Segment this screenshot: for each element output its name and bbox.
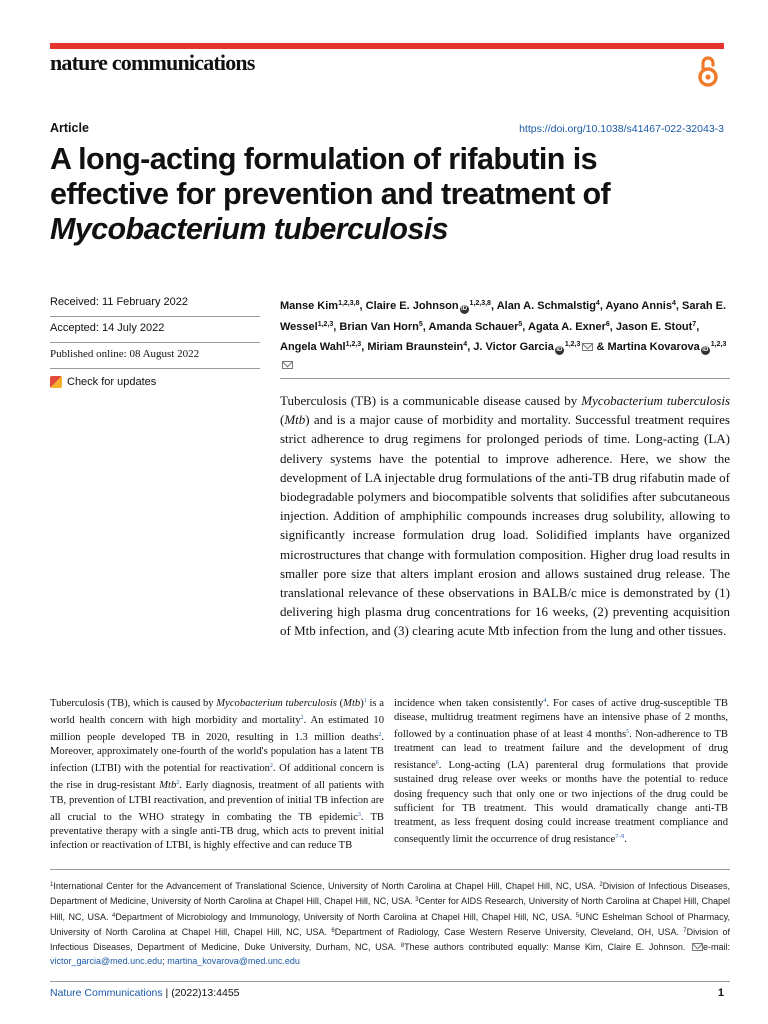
divider — [50, 342, 260, 343]
author-name: Agata A. Exner — [528, 320, 606, 333]
reference-sup: 6 — [435, 760, 439, 767]
article-title — [50, 142, 740, 247]
page-number: 1 — [717, 987, 724, 999]
check-updates-label: Check for updates — [67, 376, 157, 388]
text-run: . TB preventative therapy with a single anti-TB drug, which acts to prevent initial infection or reactivation of LTBI, is highly effective and can reduce TB — [50, 811, 384, 851]
author-affiliation-sup: 1,2,3 — [317, 320, 334, 328]
author-name: Martina Kovarova — [607, 341, 700, 353]
author-name: Amanda Schauer — [428, 320, 519, 333]
email-link[interactable]: martina_kovarova@med.unc.edu — [167, 956, 300, 967]
text-run: These authors contributed equally: Manse Kim, Claire E. Johnson. — [404, 942, 690, 953]
open-access-icon — [694, 54, 722, 88]
accepted-date: Accepted: 14 July 2022 — [50, 322, 165, 334]
abstract — [280, 391, 730, 641]
footer-volume: | (2022)13:4455 — [162, 987, 240, 999]
journal-name: nature communications — [50, 50, 255, 75]
text-run: Department of Microbiology and Immunology, University of North Carolina at Chapel Hill, Chapel Hill, NC, USA. — [115, 911, 576, 922]
text-run: . Of additional concern is the rise in drug-resistant — [50, 763, 384, 792]
reference-sup: 6 — [331, 927, 335, 934]
divider — [50, 316, 260, 317]
reference-sup: 1 — [50, 882, 54, 888]
text-run: . Early diagnosis, treatment of all patients with TB, prevention of LTBI reactivation, and prevention of initial TB infection are all crucial to the WHO strategy in combating the TB epidemic — [50, 780, 385, 823]
text-run: . For cases of active drug-susceptible TB disease, multidrug treatment regimens have an intensive phase of 2 months, followed by a continuation phase of at least 4 months — [394, 698, 728, 741]
footer-citation — [50, 987, 240, 999]
reference-sup: 2 — [269, 763, 273, 770]
text-run: . Moreover, approximately one-fourth of the world's population has a latent TB infection (LTBI) with the potential for reactivation — [50, 732, 384, 775]
reference-sup: 2 — [300, 715, 304, 722]
reference-sup: 4 — [112, 912, 116, 919]
text-run: Department of Radiology, Case Western Reserve University, Cleveland, OH, USA. — [334, 926, 684, 937]
text-run: is a world health concern with high morbidity and mortality — [50, 698, 384, 727]
email-label: e-mail: — [702, 942, 730, 953]
reference-sup: 5 — [626, 729, 630, 736]
body-column-1 — [50, 694, 384, 853]
abstract-text: ) and is a major cause of morbidity and mortality. Successful treatment requires strict adherence to drug regimens for prolonged periods of time. Long-acting (LA) delivery systems have the potential to improve adherence. Here, we show the development of LA injectable drug formulations of the anti-TB drug rifabutin made of biodegradable polymers and biocompatible solvents that solidifies after subcutaneous injection. Addition of amphiphilic compounds increases drug solubility, allowing to significantly increase formulation drug load. Solidified implants have organized microstructures that change with formulation composition. Higher drug load results in smaller pore size that alters implant erosion and allows sustained drug release. The translational relevance of these observations in BALB/c mice is demonstrated by (1) delivering high plasma drug concentrations for 16 weeks, (2) preventing acquisition of Mtb infection, and (3) clearing acute Mtb infection from the lung and other tissues. — [280, 412, 730, 639]
text-run: . — [624, 833, 627, 845]
reference-sup: 8 — [400, 943, 405, 950]
author-name: Ayano Annis — [605, 300, 672, 312]
text-run: Division of Infectious Diseases, Department of Medicine, Duke University, Durham, NC, USA. — [50, 926, 730, 953]
crossmark-icon — [50, 376, 62, 388]
reference-sup: 5 — [575, 912, 580, 919]
abstract-text-italic: Mycobacterium tuberculosis — [581, 393, 731, 408]
orcid-icon[interactable]: iD — [556, 347, 563, 353]
title-line-3: Mycobacterium tuberculosis — [50, 212, 448, 246]
author-affiliation-sup: 4 — [595, 300, 600, 307]
author-affiliation-sup: 5 — [418, 320, 423, 328]
abstract-text: Tuberculosis (TB) is a communicable disease caused by — [280, 393, 582, 408]
orcid-icon[interactable]: iD — [461, 306, 468, 312]
author-affiliation-sup: 4 — [463, 341, 468, 348]
author-name: Claire E. Johnson — [365, 300, 459, 312]
author-affiliation-sup: 1,2,3 — [564, 341, 581, 348]
email-icon[interactable] — [582, 343, 593, 351]
text-run: Tuberculosis (TB), which is caused by — [50, 698, 217, 709]
reference-sup: 1 — [363, 698, 367, 704]
article-type: Article — [50, 121, 89, 135]
title-line-1: A long-acting formulation of rifabutin is — [50, 142, 597, 176]
author-affiliation-sup: 7 — [692, 320, 697, 328]
divider — [280, 378, 730, 379]
body-column-2 — [394, 694, 728, 847]
author-name: J. Victor Garcia — [473, 341, 554, 353]
text-run: International Center for the Advancement of Translational Science, University of North Carolina at Chapel Hill, Chapel Hill, NC, USA. — [53, 881, 600, 891]
author-affiliation-sup: 6 — [605, 320, 610, 328]
email-icon — [692, 943, 703, 951]
author-name: Sarah E. Wessel — [280, 300, 727, 333]
email-link[interactable]: victor_garcia@med.unc.edu — [50, 956, 163, 967]
author-affiliation-sup: 1,2,3 — [710, 341, 727, 348]
italic-run: Mycobacterium tuberculosis — [216, 698, 337, 709]
reference-sup: 3 — [357, 811, 361, 818]
footer-journal[interactable]: Nature Communications — [50, 987, 163, 999]
author-name: Brian Van Horn — [339, 320, 419, 333]
text-run: incidence when taken consistently — [394, 698, 544, 709]
text-run: Center for AIDS Research, University of North Carolina at Chapel Hill, Chapel Hill, NC, USA. — [50, 896, 730, 922]
text-run: ; — [162, 956, 168, 967]
abstract-text-italic: Mtb — [284, 412, 306, 428]
divider — [50, 981, 730, 982]
divider — [50, 368, 260, 369]
published-date: Published online: 08 August 2022 — [50, 348, 200, 360]
reference-sup: 3 — [415, 897, 419, 904]
reference-sup: 2 — [176, 780, 180, 787]
author-affiliation-sup: 1,2,3 — [345, 341, 362, 348]
author-affiliation-sup: 5 — [518, 320, 523, 328]
text-run: Division of Infectious Diseases, Department of Medicine, University of North Carolina at Chapel Hill, Chapel Hill, NC, USA. — [50, 881, 731, 907]
reference-sup: 7 — [683, 927, 687, 934]
text-run: . Non-adherence to TB treatment can lead to treatment failure and the development of drug resistance — [394, 729, 728, 772]
author-affiliation-sup: 4 — [671, 300, 676, 307]
author-name: Angela Wahl — [280, 341, 346, 353]
divider — [50, 869, 730, 870]
text-run: . An estimated 10 million people developed TB in 2020, resulting in 1.3 million deaths — [50, 715, 384, 744]
author-name: Jason E. Stout — [615, 320, 693, 333]
orcid-icon[interactable]: iD — [702, 347, 709, 353]
reference-sup: 2 — [599, 882, 603, 888]
text-run: . Long-acting (LA) parenteral drug formulations that provide sustained drug release over weeks or months have the potential to reduce dosing frequency such that only one or two injections of the drug could be sufficient for TB treatment. This would dramatically change anti-TB treatment, as less frequent dosing could increase treatment compliance and consequently limit the occurrence of drug resistance — [394, 760, 728, 845]
received-date: Received: 11 February 2022 — [50, 296, 188, 308]
author-name: Manse Kim — [280, 300, 339, 312]
text-run: ( — [336, 698, 344, 709]
text-run: UNC Eshelman School of Pharmacy, University of North Carolina at Chapel Hill, Chapel Hill, NC, USA. — [50, 911, 730, 937]
journal-header-bar — [50, 43, 724, 49]
author-list: Manse Kim$^{1,2,3,8}$, Claire E. Johnson iD$^{1,2,3,8}$, Alan A. Schmalstig$^4$, Ayano Annis$^4$, Sarah E. Wessel$^{1,2,3}$, Brian Van Horn$^5$, Amanda Schauer$^5$, Agata A. Exner$^6$, Jason E. Stout$^7$, Angela Wahl$^{1,2,3}$, Miriam Braunstein$^4$, J. Victor Garcia iD$^{1,2,3}$ & Martina Kovarova iD$^{1,2,3}$ — [280, 295, 730, 374]
author-affiliation-sup: 1,2,3,8 — [338, 300, 360, 307]
reference-sup: 4 — [543, 698, 547, 704]
author-affiliation-sup: 1,2,3,8 — [469, 300, 491, 307]
reference-sup: 2 — [378, 732, 382, 739]
doi-link[interactable]: https://doi.org/10.1038/s41467-022-32043-3 — [519, 123, 724, 135]
author-name: Miriam Braunstein — [367, 341, 464, 353]
italic-run: Mtb — [159, 780, 177, 792]
check-for-updates[interactable] — [50, 376, 156, 388]
abstract-text: ( — [280, 412, 285, 428]
reference-sup: 7–9 — [615, 833, 625, 840]
italic-run: Mtb — [343, 698, 361, 709]
text-run: ) — [360, 698, 364, 709]
title-line-2: effective for prevention and treatment of — [50, 177, 611, 211]
affiliations — [50, 878, 730, 969]
author-name: Alan A. Schmalstig — [496, 300, 596, 312]
email-icon[interactable] — [282, 361, 293, 369]
